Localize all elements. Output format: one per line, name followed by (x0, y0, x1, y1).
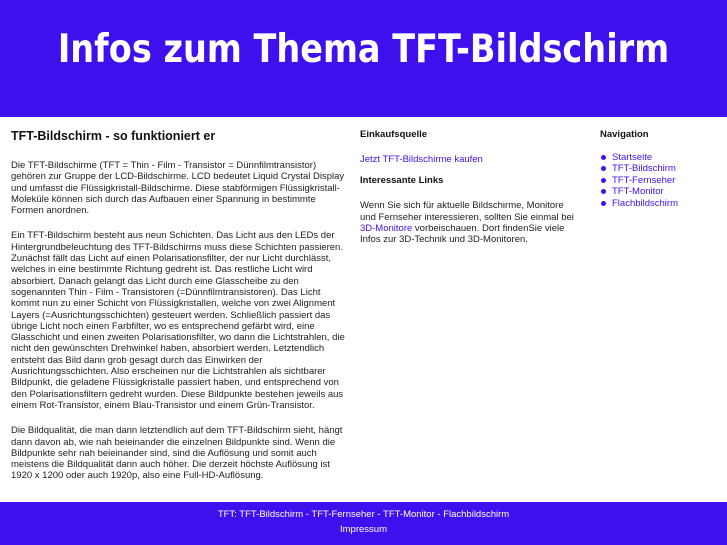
footer-imprint (0, 524, 727, 536)
article-heading: TFT-Bildschirm - so funktioniert er (11, 129, 216, 143)
footer-links[interactable]: TFT: TFT-Bildschirm - TFT-Fernseher - TFT-Monitor - Flachbildschirm (217, 509, 510, 520)
article-paragraph-1: Die TFT-Bildschirme (TFT = Thin - Film - Transistor = Dünnfilmtransistor) gehören zur Gruppe der LCD-Bildschirme. LCD bedeutet Liquid Crystal Display und umfasst die Flüssigkristall-Bildschirme. Diese stabförmigen Flüssigkristall-Moleküle können sich durch das Aufbauen einer Spannung in bestimmte Formen anordnen. (11, 160, 345, 217)
nav-heading: Navigation (600, 129, 649, 140)
middle-sidebar (360, 129, 580, 245)
navigation (600, 129, 720, 209)
links-text-after: vorbeischauen. Dort findenSie viele Infos zur 3D-Technik und 3D-Monitoren. (360, 222, 565, 246)
article-paragraph-3: Die Bildqualität, die man dann letztendlich auf dem TFT-Bildschirm sieht, hängt dann davon ab, wie nah beieinander die einzelnen Bildpunkte sind. Wenn die Bildpunkte sehr nah beieinander sind, sind die Auflösung und somit auch meistens die Bildqualität dann auch höher. Die derzeit höchste Auflösung ist 1920 x 1200 oder auch 1920p, also eine Full-HD-Auflösung. (11, 425, 343, 482)
nav-item-startseite (612, 152, 720, 163)
site-footer (0, 502, 727, 545)
main-content (11, 128, 346, 482)
nav-link-flachbildschirm[interactable]: Flachbildschirm (612, 197, 678, 209)
nav-item-tft-monitor (612, 186, 720, 197)
nav-link-tft-fernseher[interactable]: TFT-Fernseher (612, 174, 676, 186)
nav-link-startseite[interactable]: Startseite (612, 152, 653, 163)
source-heading: Einkaufsquelle (360, 129, 428, 140)
links-text (360, 200, 580, 245)
buy-link[interactable]: Jetzt TFT-Bildschirme kaufen (360, 154, 483, 165)
nav-item-tft-bildschirm (612, 163, 720, 174)
link-3d-monitore[interactable]: 3D-Monitore (360, 222, 413, 234)
article-paragraph-2: Ein TFT-Bildschirm besteht aus neun Schichten. Das Licht aus den LEDs der Hintergrundbeleuchtung des TFT-Bildschirms muss diese Schichten passieren. Zunächst fällt das Licht auf einen Polarisationsfilter, der nur Licht durchlässt, welches in eine bestimmte Richtung gedreht ist. Das restliche Licht wird absorbiert. Danach gelangt das Licht durch eine Glasscheibe zu den sogenannten Thin - Film - Transistoren (=Dünnfilmtransistoren). Das Licht kommt nun zu einer Schicht von Flüssigkristallen, welche von zwei Alignment Layers (=Ausrichtungsschichten) gesteuert werden. Schließlich passiert das übrige Licht noch einen Farbfilter, wo es entsprechend gefärbt wird, eine Glasschicht und einen zweiten Polarisationsfilter, wo dann die Lichtstrahlen, die nicht den gewünschten Drehwinkel haben, absorbiert werden. Letztendlich entsteht das Bild dann grob gesagt durch das Einwirken der Ausrichtungsschichten. Also erscheinen nur die Lichtstrahlen als sichtbarer Bildpunkt, die geladene Flüssigkristalle passiert haben, und entsprechend von den Polarisationsfiltern gedreht wurden. Diese Bildpunkte bestehen jeweils aus einem Rot-Transistor, einem Blau-Transistor und einem Grün-Transistor. (11, 230, 345, 411)
nav-link-tft-monitor[interactable]: TFT-Monitor (612, 186, 664, 198)
site-header (0, 0, 727, 117)
links-text-before: Wenn Sie sich für aktuelle Bildschirme, Monitore und Fernseher interessieren, sollten Sie einmal bei (360, 200, 574, 223)
links-heading: Interessante Links (360, 175, 444, 187)
nav-link-tft-bildschirm[interactable]: TFT-Bildschirm (612, 163, 676, 175)
nav-list (600, 152, 720, 209)
site-title: Infos zum Thema TFT-Bildschirm (57, 27, 670, 72)
nav-item-flachbildschirm (612, 198, 720, 209)
imprint-link[interactable]: Impressum (340, 524, 387, 535)
nav-item-tft-fernseher (612, 175, 720, 186)
